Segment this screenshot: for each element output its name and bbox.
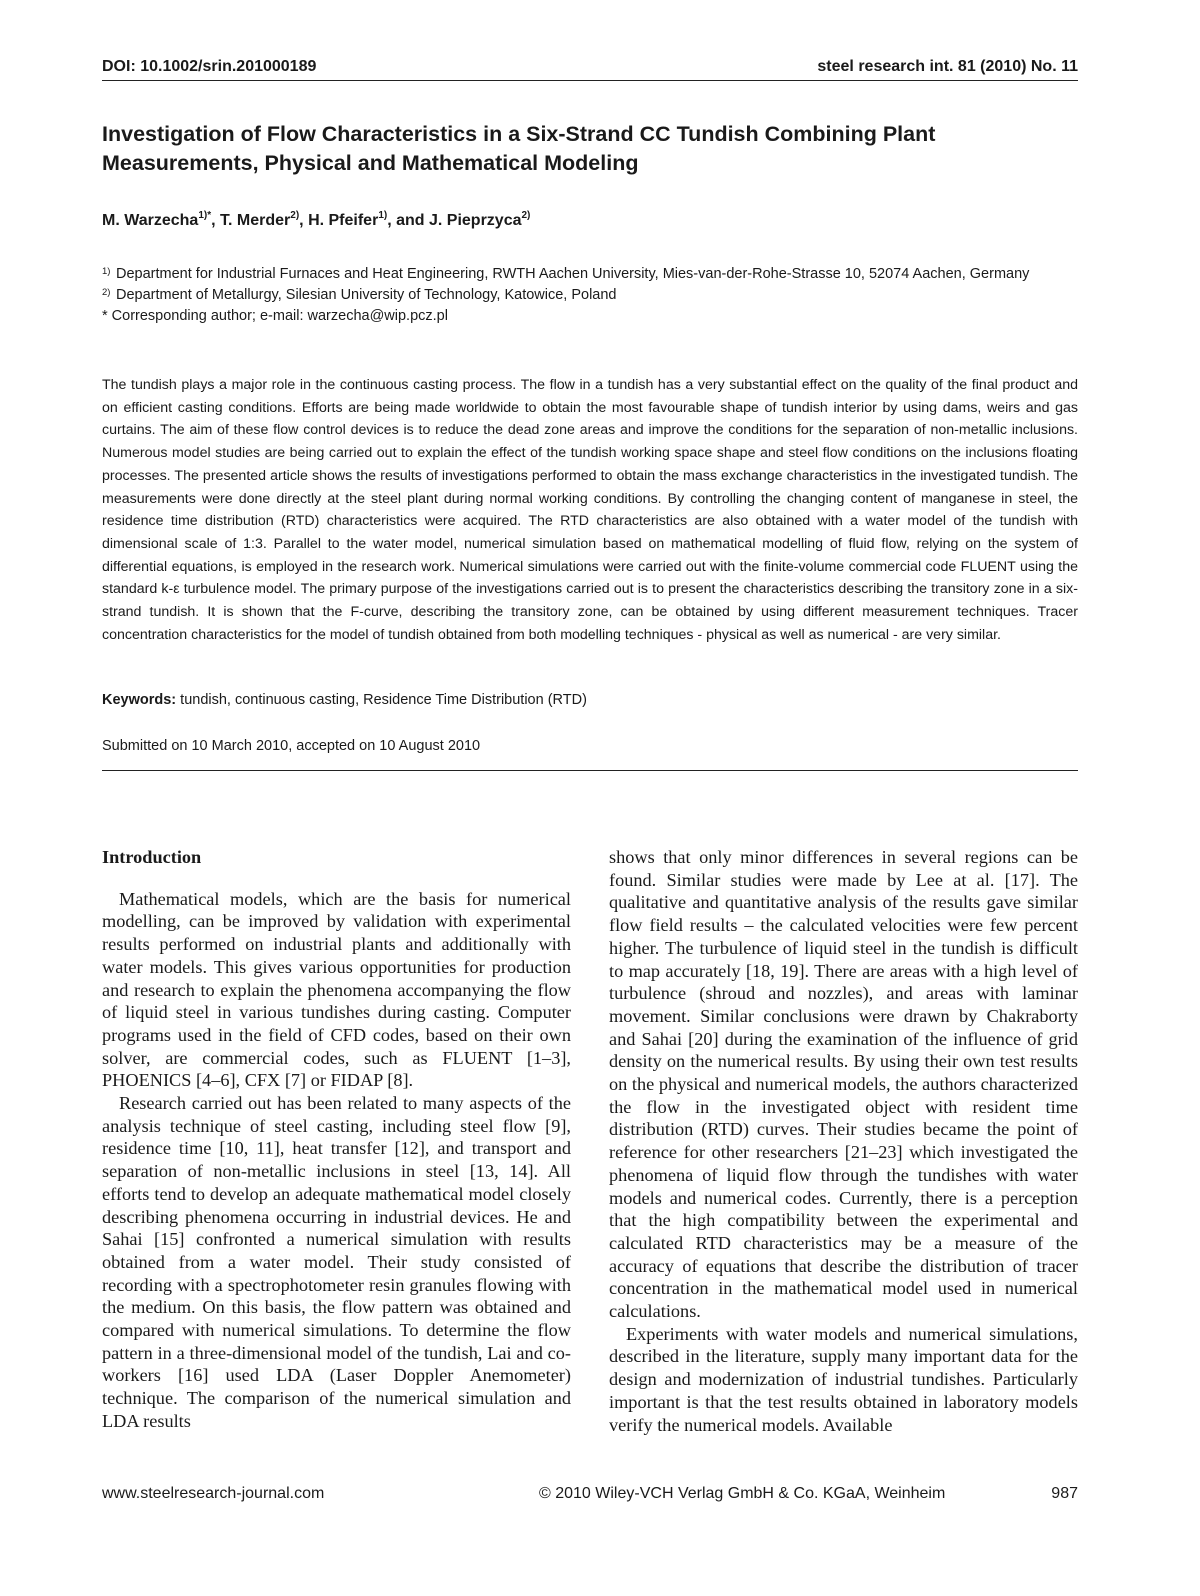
author-affiliation-mark: 2) xyxy=(290,210,300,221)
affiliation-text: Department of Metallurgy, Silesian University of Technology, Katowice, Poland xyxy=(116,287,617,303)
body-paragraph: Mathematical models, which are the basis for numerical modelling, can be improved by validation with experimental results performed on industrial plants and additionally with water models. This gives various opportunities for production and research to explain the phenomena accompanying the flow of liquid steel in various tundishes during casting. Computer programs used in the field of CFD codes, based on their own solver, are commercial codes, such as FLUENT [1–3], PHOENICS [4–6], CFX [7] or FIDAP [8]. xyxy=(102,888,571,1091)
corresponding-author: * Corresponding author; e-mail: warzecha@wip.pcz.pl xyxy=(102,308,448,324)
affiliation-1 xyxy=(102,264,1078,285)
author-affiliation-mark: 1) xyxy=(378,210,388,221)
doi-link[interactable]: DOI: 10.1002/srin.201000189 xyxy=(102,58,317,75)
affiliation-2 xyxy=(102,285,1078,306)
page-number: 987 xyxy=(1051,1485,1078,1502)
submission-dates: Submitted on 10 March 2010, accepted on 10 August 2010 xyxy=(102,738,481,754)
author-separator: , and xyxy=(387,212,429,229)
keywords-label: Keywords: xyxy=(102,692,177,708)
affiliation-text: Department for Industrial Furnaces and Heat Engineering, RWTH Aachen University, Mies-van-der-Rohe-Strasse 10, 52074 Aachen, Germany xyxy=(116,266,1030,282)
body-column-right xyxy=(609,846,1078,1436)
keywords xyxy=(102,692,1078,708)
article-title: Investigation of Flow Characteristics in a Six-Strand CC Tundish Combining Plant Measurements, Physical and Mathematical Modeling xyxy=(102,122,936,175)
author-separator: , xyxy=(299,212,309,229)
section-heading: Introduction xyxy=(102,847,202,867)
body-paragraph-continued: shows that only minor differences in several regions can be found. Similar studies were made by Lee at al. [17]. The qualitative and quantitative analysis of the results gave similar flow field results – the calculated velocities were few percent higher. The turbulence of liquid steel in the tundish is difficult to map accurately [18, 19]. There are areas with a high level of turbulence (shroud and nozzles), and areas with laminar movement. Similar conclusions were drawn by Chakraborty and Sahai [20] during the examination of the influence of grid density on the numerical results. By using their own test results on the physical and numerical models, the authors characterized the flow in the investigated object with resident time distribution (RTD) curves. Their studies became the point of reference for other researchers [21–23] which investigated the phenomena of liquid flow through the tundishes with water models and numerical codes. Currently, there is a perception that the high compatibility between the experimental and calculated RTD characteristics may be a measure of the accuracy of equations that describe the distribution of tracer concentration in the mathematical model used in numerical calculations. xyxy=(609,847,1078,1322)
affiliation-mark: 2) xyxy=(102,287,111,298)
author-affiliation-mark: 1)* xyxy=(198,210,212,221)
copyright-notice: © 2010 Wiley-VCH Verlag GmbH & Co. KGaA, Weinheim xyxy=(539,1485,946,1502)
body-column-left xyxy=(102,846,571,1433)
author-name: H. Pfeifer xyxy=(308,212,379,229)
author-separator: , xyxy=(211,212,221,229)
journal-website-link[interactable]: www.steelresearch-journal.com xyxy=(102,1485,325,1502)
section-divider xyxy=(102,770,1078,771)
body-paragraph: Research carried out has been related to many aspects of the analysis technique of steel casting, including steel flow [9], residence time [10, 11], heat transfer [12], and transport and separation of non-metallic inclusions in steel [13, 14]. All efforts tend to develop an adequate mathematical model closely describing phenomena occurring in industrial devices. He and Sahai [15] confronted a numerical simulation with results obtained from a water model. Their study consisted of recording with a spectrophotometer resin granules flowing with the medium. On this basis, the flow pattern was obtained and compared with numerical simulations. To determine the flow pattern in a three-dimensional model of the tundish, Lai and co-workers [16] used LDA (Laser Doppler Anemometer) technique. The comparison of the numerical simulation and LDA results xyxy=(102,1093,571,1431)
keywords-text: tundish, continuous casting, Residence Time Distribution (RTD) xyxy=(176,692,587,708)
author-list xyxy=(102,210,1078,230)
author-name: M. Warzecha xyxy=(102,212,199,229)
abstract: The tundish plays a major role in the continuous casting process. The flow in a tundish has a very substantial effect on the quality of the final product and on efficient casting conditions. Efforts are being made worldwide to obtain the most favourable shape of tundish interior by using dams, weirs and gas curtains. The aim of these flow control devices is to reduce the dead zone areas and improve the conditions for the separation of non-metallic inclusions. Numerous model studies are being carried out to explain the effect of the tundish working space shape and steel flow conditions on the inclusions floating processes. The presented article shows the results of investigations performed to obtain the mass exchange characteristics in the investigated tundish. The measurements were done directly at the steel plant during normal working conditions. By controlling the changing content of manganese in steel, the residence time distribution (RTD) characteristics were acquired. The RTD characteristics are also obtained with a water model of the tundish with dimensional scale of 1:3. Parallel to the water model, numerical simulation based on mathematical modelling of fluid flow, relying on the system of differential equations, is employed in the research work. Numerical simulations were carried out with the finite-volume commercial code FLUENT using the standard k-ε turbulence model. The primary purpose of the investigations carried out is to present the characteristics describing the transitory zone in a six-strand tundish. It is shown that the F-curve, describing the transitory zone, can be obtained by using different measurement techniques. Tracer concentration characteristics for the model of tundish obtained from both modelling techniques - physical as well as numerical - are very similar. xyxy=(102,377,1078,643)
author-name: J. Pieprzyca xyxy=(429,212,522,229)
affiliations xyxy=(102,264,1078,327)
affiliation-mark: 1) xyxy=(102,266,111,277)
page-footer xyxy=(102,1485,1078,1507)
author-name: T. Merder xyxy=(220,212,291,229)
journal-citation: steel research int. 81 (2010) No. 11 xyxy=(817,58,1078,75)
body-paragraph: Experiments with water models and numerical simulations, described in the literature, supply many important data for the design and modernization of industrial tundishes. Particularly important is that the test results obtained in laboratory models verify the numerical models. Available xyxy=(609,1323,1078,1435)
author-affiliation-mark: 2) xyxy=(521,210,531,221)
running-header xyxy=(102,56,1078,81)
